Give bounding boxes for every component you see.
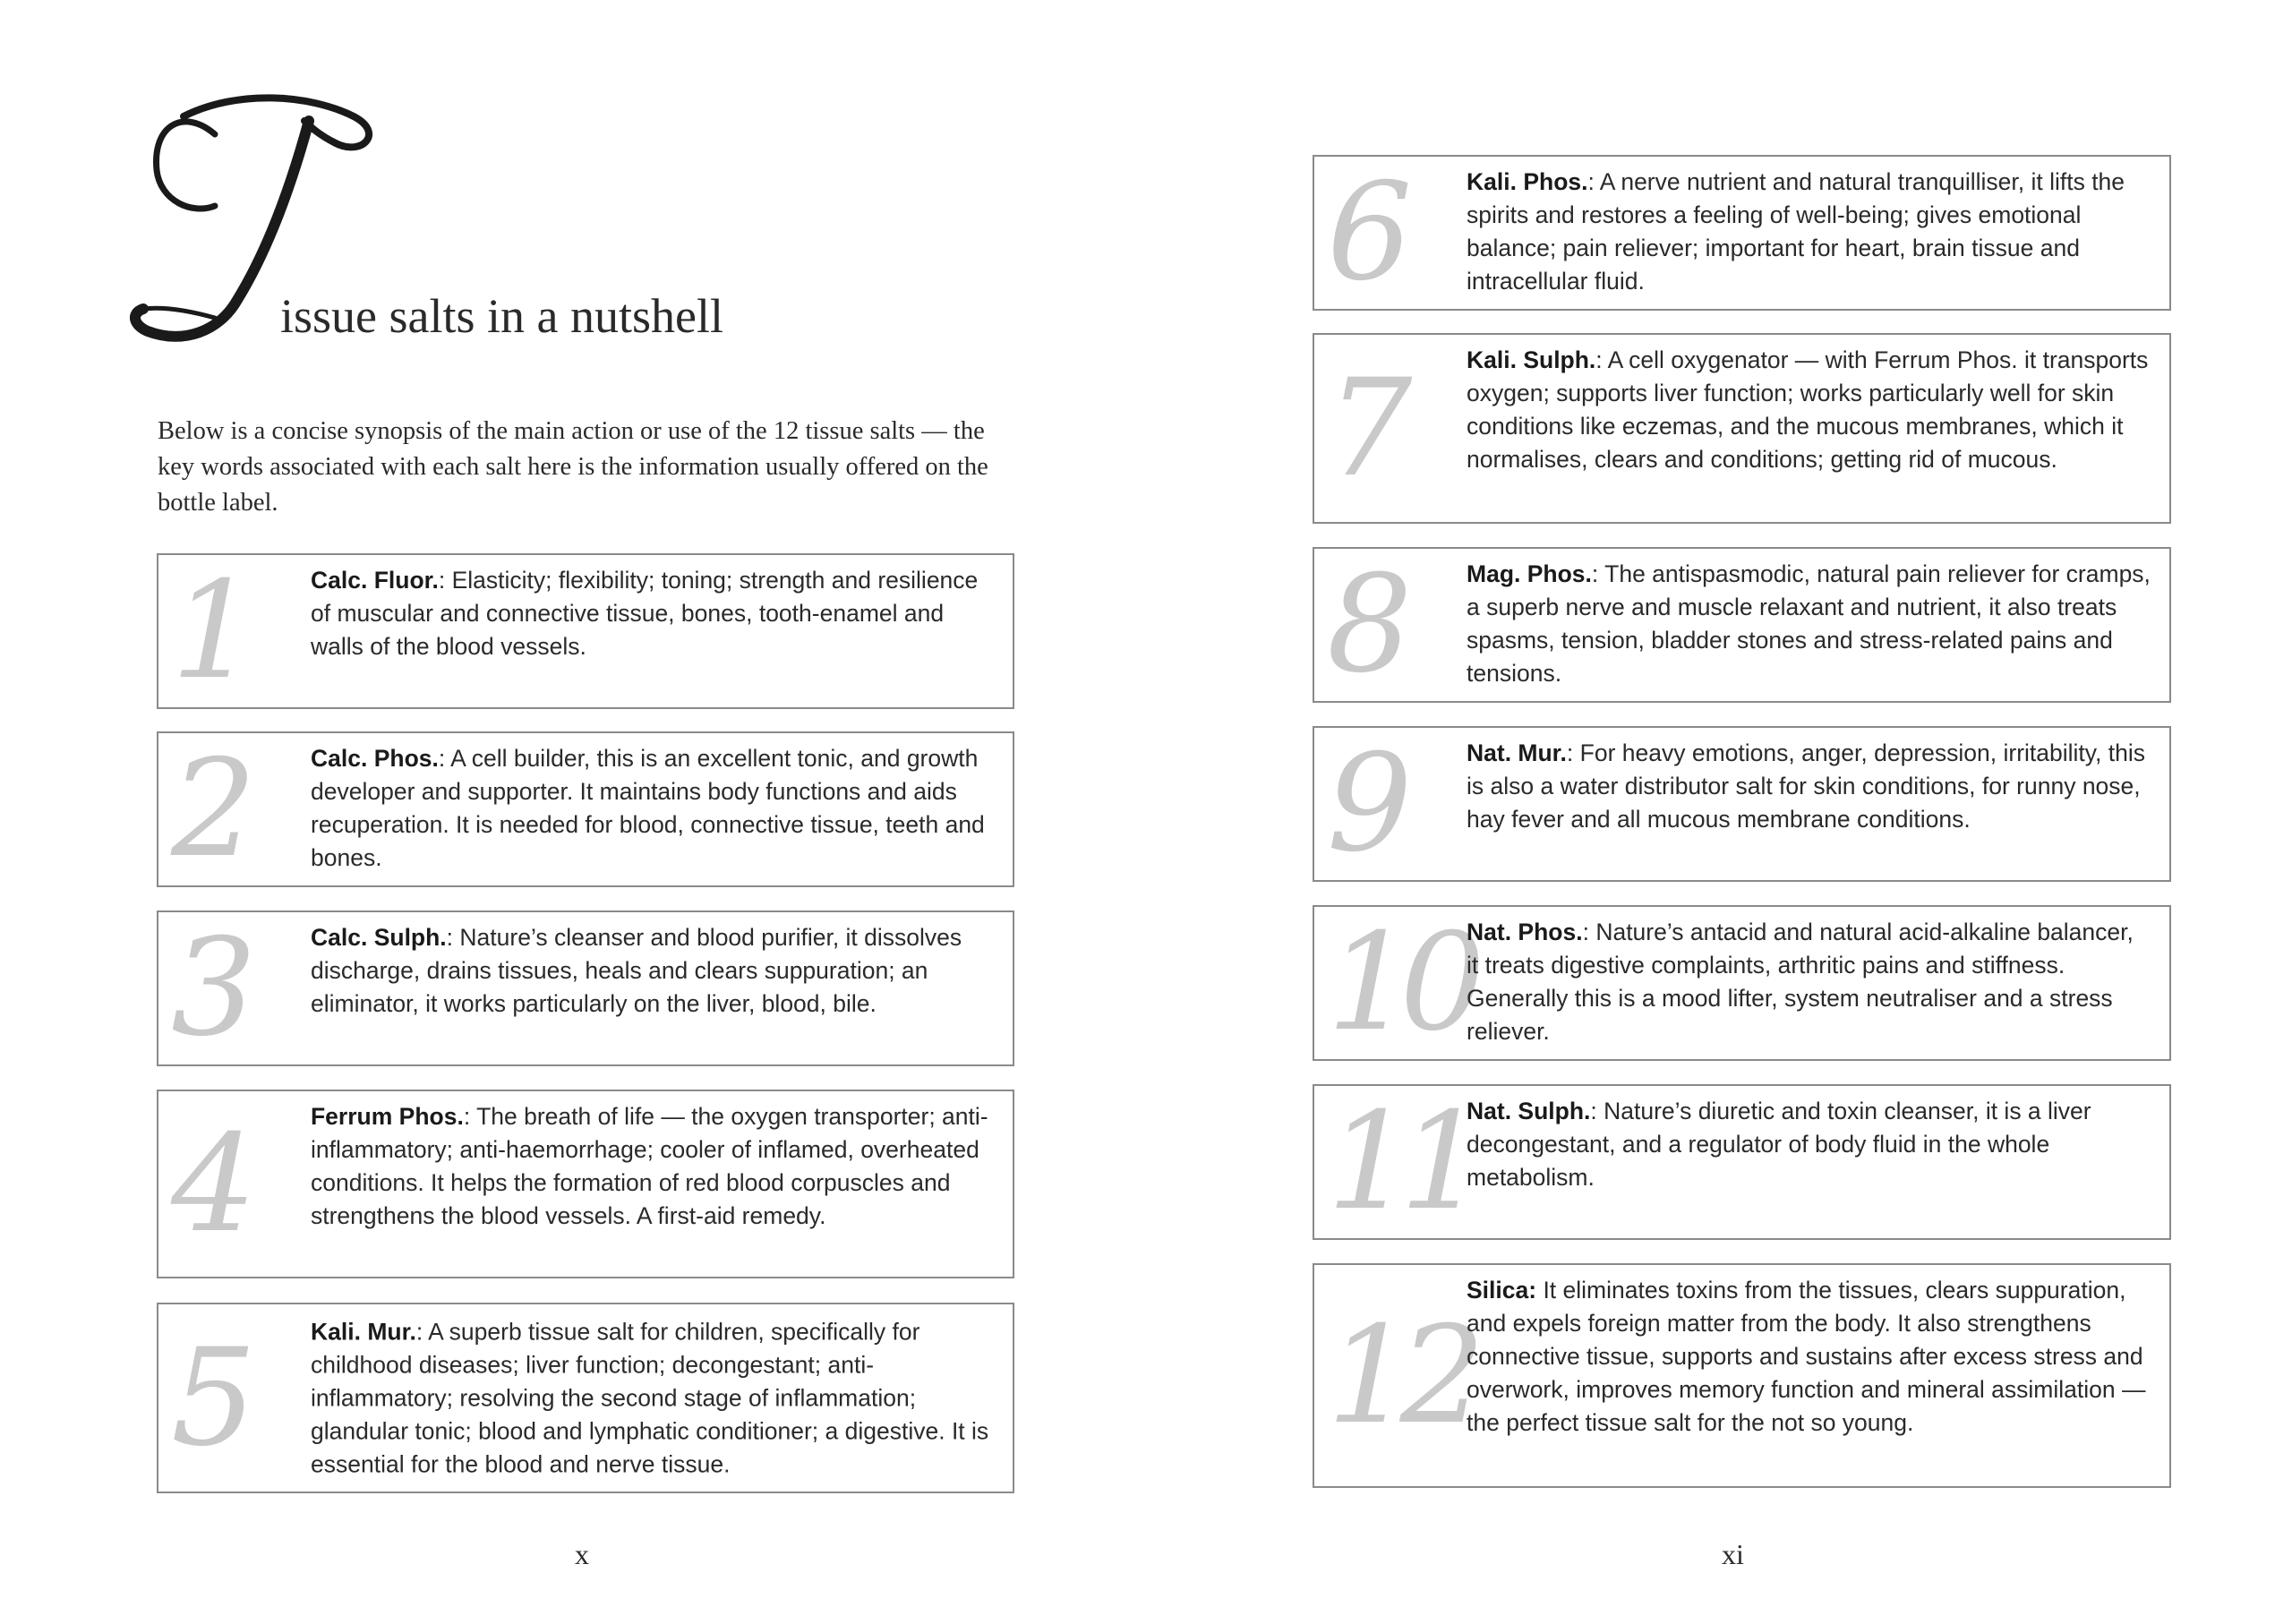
salt-name: Calc. Phos. bbox=[311, 745, 439, 772]
salt-name: Kali. Phos. bbox=[1467, 168, 1588, 195]
salt-description bbox=[311, 1100, 995, 1233]
salt-name: Nat. Phos. bbox=[1467, 919, 1583, 945]
salt-separator: : bbox=[1595, 346, 1603, 373]
salt-separator: : bbox=[438, 567, 446, 594]
salt-number: 3 bbox=[171, 910, 244, 1066]
salt-text: It eliminates toxins from the tissues, clears suppuration, and expels foreign matter from the body. It also strengthens connective tissue, supports and sustains after excess stress and overwork, improves memory function and mineral assimilation — the perfect tissue salt for the not so young. bbox=[1467, 1277, 2146, 1436]
salt-text: Nature’s diuretic and toxin cleanser, it is a liver decongestant, and a regulator of body fluid in the whole metabolism. bbox=[1467, 1098, 2091, 1191]
salt-name: Mag. Phos. bbox=[1467, 560, 1592, 587]
salt-description bbox=[1467, 166, 2151, 298]
salt-description bbox=[311, 742, 995, 875]
salt-card-11 bbox=[1313, 1084, 2171, 1240]
salt-separator: : bbox=[1566, 739, 1574, 766]
salt-text: Nature’s cleanser and blood purifier, it dissolves discharge, drains tissues, heals and clears suppuration; an eliminator, it works particularly on the liver, blood, bile. bbox=[311, 924, 962, 1017]
salt-name: Silica: bbox=[1467, 1277, 1537, 1303]
salt-number: 9 bbox=[1327, 726, 1400, 882]
salt-description bbox=[1467, 737, 2151, 836]
salt-card-7 bbox=[1313, 333, 2171, 524]
right-page bbox=[1146, 0, 2292, 1624]
salt-description bbox=[1467, 1274, 2151, 1440]
salt-card-4 bbox=[157, 1090, 1014, 1278]
salt-number: 1 bbox=[171, 553, 244, 709]
salt-card-8 bbox=[1313, 547, 2171, 703]
salt-card-3 bbox=[157, 910, 1014, 1066]
salt-separator: : bbox=[438, 745, 446, 772]
salt-card-2 bbox=[157, 731, 1014, 887]
salt-separator: : bbox=[1582, 919, 1589, 945]
salt-text: Elasticity; flexibility; toning; strength and resilience of muscular and connective tissue, bones, tooth-enamel and walls of the blood vessels. bbox=[311, 567, 979, 660]
salt-name: Kali. Mur. bbox=[311, 1318, 416, 1345]
salt-number: 6 bbox=[1327, 155, 1400, 311]
salt-number: 10 bbox=[1327, 905, 1473, 1061]
salt-description bbox=[311, 564, 995, 663]
salt-separator: : bbox=[463, 1103, 471, 1130]
salt-name: Kali. Sulph. bbox=[1467, 346, 1596, 373]
salt-number: 2 bbox=[171, 731, 244, 887]
salt-description bbox=[311, 1315, 995, 1481]
salt-card-5 bbox=[157, 1303, 1014, 1493]
salt-separator: : bbox=[1591, 560, 1599, 587]
salt-text: A cell builder, this is an excellent tonic, and growth developer and supporter. It maintains body functions and aids recuperation. It is needed for blood, connective tissue, teeth and bones. bbox=[311, 745, 985, 871]
page-title: issue salts in a nutshell bbox=[280, 289, 723, 343]
salt-separator: : bbox=[1590, 1098, 1597, 1124]
salt-text: The breath of life — the oxygen transporter; anti-inflammatory; anti-haemorrhage; cooler of inflamed, overheated conditions. It helps the formation of red blood corpuscles and strengthens the blood vessels. A first-aid remedy. bbox=[311, 1103, 988, 1229]
salt-name: Calc. Sulph. bbox=[311, 924, 447, 951]
salt-name: Nat. Sulph. bbox=[1467, 1098, 1591, 1124]
salt-number: 8 bbox=[1327, 547, 1400, 703]
salt-number: 12 bbox=[1327, 1297, 1473, 1454]
salt-card-6 bbox=[1313, 155, 2171, 311]
salt-description bbox=[1467, 1095, 2151, 1194]
salt-separator: : bbox=[1587, 168, 1595, 195]
salt-text: The antispasmodic, natural pain reliever for cramps, a superb nerve and muscle relaxant and nutrient, it also treats spasms, tension, bladder stones and stress-related pains and tensions. bbox=[1467, 560, 2151, 687]
salt-description bbox=[311, 921, 995, 1021]
salt-name: Ferrum Phos. bbox=[311, 1103, 464, 1130]
salt-number: 4 bbox=[171, 1106, 244, 1262]
salt-card-10 bbox=[1313, 905, 2171, 1061]
salt-text: A cell oxygenator — with Ferrum Phos. it transports oxygen; supports liver function; works particularly well for skin conditions like eczemas, and the mucous membranes, which it normalises, clears and conditions; getting rid of mucous. bbox=[1467, 346, 2149, 473]
salt-name: Nat. Mur. bbox=[1467, 739, 1567, 766]
salt-description bbox=[1467, 916, 2151, 1048]
salt-card-12 bbox=[1313, 1263, 2171, 1488]
salt-card-9 bbox=[1313, 726, 2171, 882]
salt-text: For heavy emotions, anger, depression, irritability, this is also a water distributor salt for skin conditions, for runny nose, hay fever and all mucous membrane conditions. bbox=[1467, 739, 2146, 833]
salt-description bbox=[1467, 344, 2151, 476]
salt-description bbox=[1467, 558, 2151, 690]
intro-paragraph: Below is a concise synopsis of the main action or use of the 12 tissue salts — the key words associated with each salt here is the information usually offered on the bottle label. bbox=[158, 417, 988, 517]
salt-separator: : bbox=[446, 924, 454, 951]
salt-number: 11 bbox=[1327, 1084, 1473, 1240]
salt-text: Nature’s antacid and natural acid-alkaline balancer, it treats digestive complaints, arthritic pains and stiffness. Generally this is a mood lifter, system neutraliser and a stress reliever. bbox=[1467, 919, 2134, 1045]
salt-text: A nerve nutrient and natural tranquilliser, it lifts the spirits and restores a feeling of well-being; gives emotional balance; pain reliever; important for heart, brain tissue and intracellular fluid. bbox=[1467, 168, 2125, 295]
salt-separator: : bbox=[415, 1318, 423, 1345]
salt-number: 7 bbox=[1327, 350, 1400, 507]
salt-card-1 bbox=[157, 553, 1014, 709]
page-number-left: x bbox=[575, 1538, 589, 1570]
salt-text: A superb tissue salt for children, specifically for childhood diseases; liver function; decongestant; anti-inflammatory; resolving the second stage of inflammation; glandular tonic; blood and lymphatic conditioner; a digestive. It is essential for the blood and nerve tissue. bbox=[311, 1318, 989, 1477]
salt-number: 5 bbox=[171, 1320, 244, 1476]
salt-name: Calc. Fluor. bbox=[311, 567, 439, 594]
page-number-right: xi bbox=[1722, 1538, 1744, 1570]
